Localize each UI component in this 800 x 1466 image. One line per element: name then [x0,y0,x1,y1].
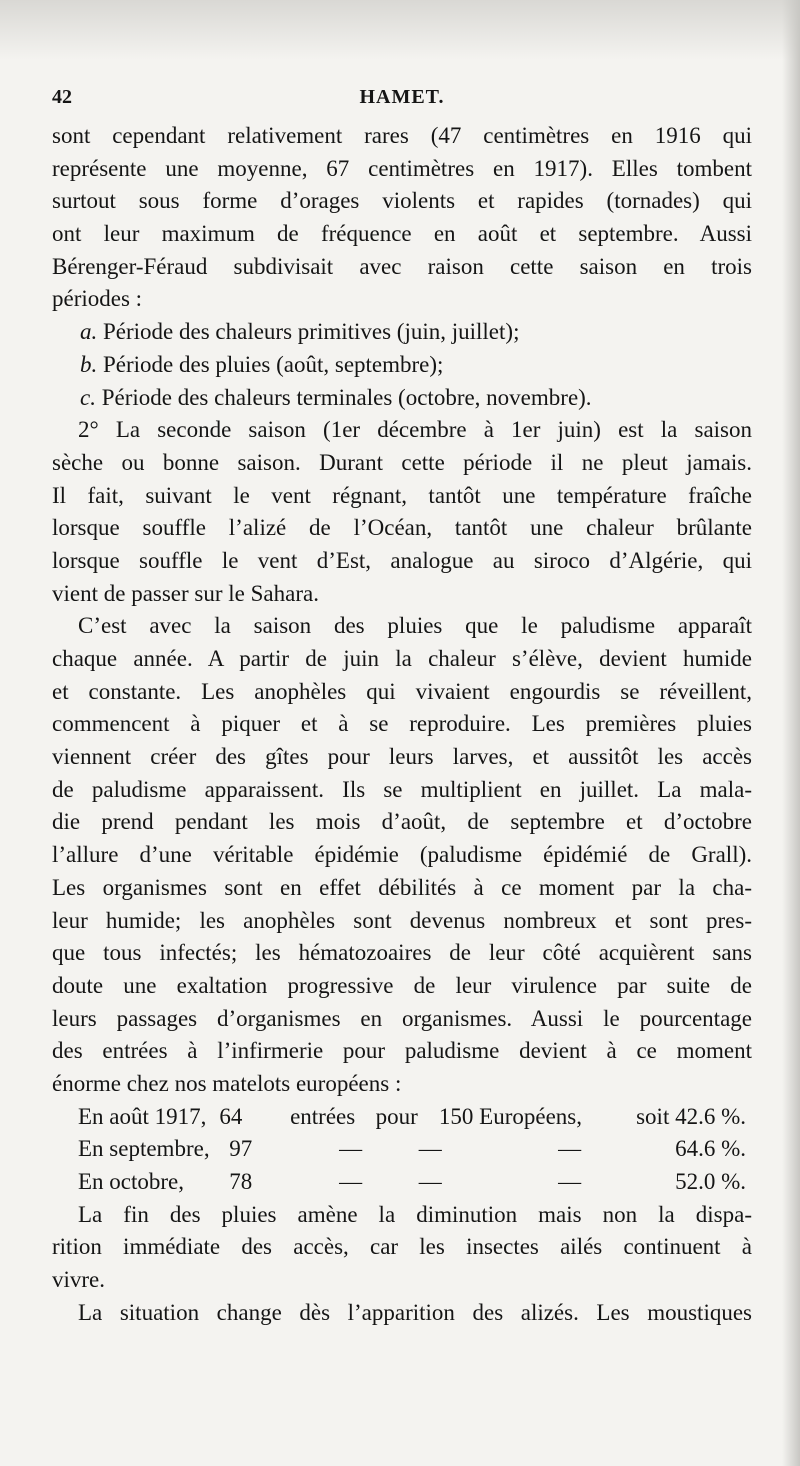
stats-rate: 52.0 %. [675,1169,746,1194]
stats-pour-label: pour [375,1103,418,1129]
page-number: 42 [52,86,72,108]
text-line: que tous infectés; les hématozoaires de leur côté acquièrent sans [52,940,752,966]
stats-dash: — [418,1136,442,1162]
book-page [52,86,752,1329]
running-title: HAMET. [359,86,445,108]
text-line: Il fait, suivant le vent régnant, tantôt une température fraîche [52,482,752,508]
body-text [52,120,752,1329]
stats-dash: — [339,1136,363,1162]
text-line: leurs passages d’organismes en organismes. Aussi le pourcentage [52,1005,752,1031]
text-line: vivre. [52,1267,106,1293]
period-item-a [52,316,752,349]
period-text: Période des chaleurs primitives (juin, juillet); [103,319,520,345]
stats-row-august [52,1101,752,1134]
text-line: La fin des pluies amène la diminution mais non la dispa- [78,1201,752,1227]
stats-row-september [52,1133,752,1166]
text-line: Les organismes sont en effet débilités à ce moment par la cha- [52,874,752,900]
final-text-line: La situation change dès l’apparition des alizés. Les moustiques [78,1299,752,1325]
stats-rate: 64.6 %. [675,1136,746,1162]
period-letter: b. [80,351,98,377]
text-line: lorsque souffle le vent d’Est, analogue au siroco d’Algérie, qui [52,547,752,573]
running-head [52,86,752,120]
stats-dash: — [339,1169,363,1194]
text-line: leur humide; les anophèles sont devenus nombreux et sont pres- [52,907,752,933]
text-line: doute une exaltation progressive de leur virulence par suite de [52,972,752,998]
text-line: l’allure d’une véritable épidémie (paludisme épidémié de Grall). [52,842,752,868]
stats-dash: — [558,1169,582,1194]
text-line: de paludisme apparaissent. Ils se multiplient en juillet. La mala- [52,776,752,802]
period-item-c [52,382,752,415]
stats-total: 150 Européens, [438,1103,582,1129]
text-line: chaque année. A partir de juin la chaleur s’élève, devient humide [52,646,752,671]
text-line: et constante. Les anophèles qui vivaient engourdis se réveillent, [52,678,752,704]
period-letter: c. [80,384,96,410]
scan-shadow-top [0,0,800,60]
stats-dash: — [558,1136,582,1162]
text-line: sèche ou bonne saison. Durant cette période il ne pleut jamais. [52,449,752,475]
text-line: périodes : [52,286,143,312]
stats-month: En septembre, [78,1136,210,1162]
period-text: Période des pluies (août, septembre); [103,351,444,377]
text-line: commencent à piquer et à se reproduire. Les premières pluies [52,711,752,737]
text-line: représente une moyenne, 67 centimètres en 1917). Elles tombent [52,155,752,181]
stats-row-october [52,1166,752,1199]
text-line: die prend pendant les mois d’août, de septembre et d’octobre [52,809,752,835]
stats-dash: — [418,1169,442,1194]
text-line: 2° La seconde saison (1er décembre à 1er juin) est la saison [78,417,752,443]
stats-count: 64 [219,1103,243,1129]
stats-count: 78 [229,1169,253,1194]
scan-shadow-right [782,0,800,1466]
stats-month: En octobre, [78,1169,185,1194]
stats-entries-label: entrées [290,1103,356,1129]
stats-count: 97 [229,1136,253,1162]
text-line: des entrées à l’infirmerie pour paludisme devient à ce moment [52,1038,752,1064]
stats-rate: soit 42.6 %. [636,1103,746,1129]
text-line: rition immédiate des accès, car les insectes ailés continuent à [52,1234,752,1260]
text-line: vient de passer sur le Sahara. [52,580,319,606]
text-line: sont cependant relativement rares (47 centimètres en 1916 qui [52,123,752,148]
text-line: Bérenger-Féraud subdivisait avec raison cette saison en trois [52,253,752,279]
period-letter: a. [80,319,98,345]
stats-month: En août 1917, [78,1103,207,1129]
text-line: lorsque souffle l’alizé de l’Océan, tantôt une chaleur brûlante [52,515,752,541]
text-line: C’est avec la saison des pluies que le paludisme apparaît [78,613,752,639]
text-line: énorme chez nos matelots européens : [52,1070,402,1096]
text-line: ont leur maximum de fréquence en août et septembre. Aussi [52,221,752,247]
text-line: surtout sous forme d’orages violents et rapides (tornades) qui [52,188,752,214]
text-line: viennent créer des gîtes pour leurs larves, et aussitôt les accès [52,744,752,770]
period-text: Période des chaleurs terminales (octobre, novembre). [101,384,592,410]
period-item-b [52,349,752,382]
